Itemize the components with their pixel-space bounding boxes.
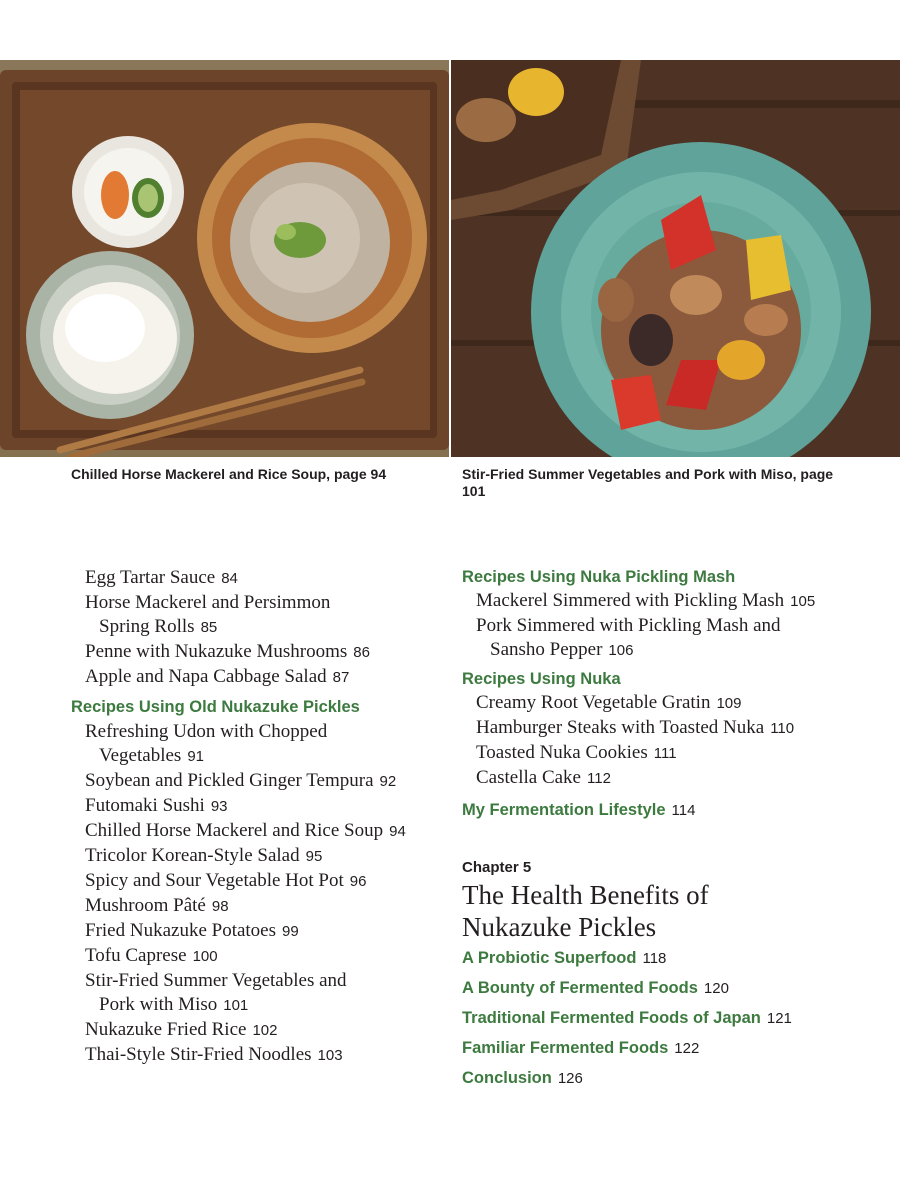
photo-caption-right: Stir-Fried Summer Vegetables and Pork with Miso, page 101 [462, 466, 834, 499]
toc-page-number: 121 [766, 1010, 792, 1027]
toc-section-entry[interactable] [462, 1067, 882, 1090]
toc-page-number: 96 [349, 873, 367, 890]
toc-entry-title-cont: Vegetables [99, 745, 182, 766]
toc-page-number: 85 [200, 619, 218, 636]
toc-page-number: 103 [317, 1047, 343, 1064]
toc-entry[interactable] [71, 591, 451, 640]
toc-entry[interactable] [71, 944, 451, 969]
soup-tray-illustration [0, 60, 449, 457]
toc-entry-title-cont: Spring Rolls [99, 616, 195, 637]
toc-page-number: 92 [379, 773, 397, 790]
toc-page-number: 114 [671, 802, 696, 819]
toc-page-number: 102 [252, 1022, 278, 1039]
toc-entry[interactable] [71, 720, 451, 769]
toc-entry[interactable] [71, 844, 451, 869]
toc-entry[interactable] [71, 919, 451, 944]
toc-section-lifestyle[interactable] [462, 799, 882, 822]
toc-section-entry[interactable] [462, 1007, 882, 1030]
toc-entry[interactable] [71, 769, 451, 794]
toc-page-number: 98 [211, 898, 229, 915]
toc-entry-title: Chilled Horse Mackerel and Rice Soup [85, 820, 384, 841]
chapter-label: Chapter 5 [462, 859, 532, 876]
toc-entry-title: Egg Tartar Sauce [85, 567, 216, 588]
toc-entry[interactable] [71, 640, 451, 665]
toc-section-entry[interactable] [462, 1037, 882, 1060]
toc-entry[interactable] [71, 894, 451, 919]
toc-entry[interactable] [71, 819, 451, 844]
toc-entry[interactable] [462, 716, 882, 741]
toc-page-number: 106 [608, 642, 634, 659]
toc-entry-title: Toasted Nuka Cookies [476, 742, 648, 763]
toc-entry-title: A Probiotic Superfood [462, 949, 637, 967]
toc-entry-title: Fried Nukazuke Potatoes [85, 920, 277, 941]
toc-entry[interactable] [462, 741, 882, 766]
toc-entry-title: Stir-Fried Summer Vegetables and [85, 970, 347, 991]
toc-entry-title: Castella Cake [476, 767, 581, 788]
toc-entry-title: Hamburger Steaks with Toasted Nuka [476, 717, 765, 738]
toc-page-number: 87 [332, 669, 350, 686]
toc-page-number: 86 [353, 644, 370, 661]
toc-entry[interactable] [71, 869, 451, 894]
toc-section-entry[interactable] [462, 947, 882, 970]
toc-entry[interactable] [71, 1043, 451, 1068]
toc-entry-title: Spicy and Sour Vegetable Hot Pot [85, 870, 344, 891]
toc-entry[interactable] [71, 566, 451, 591]
toc-page-number: 101 [223, 997, 249, 1014]
toc-entry[interactable] [71, 969, 451, 1018]
chapter-title-line2: Nukazuke Pickles [462, 912, 657, 942]
toc-entry[interactable] [462, 766, 882, 791]
toc-page-number: 93 [210, 798, 228, 815]
toc-entry-title: Pork Simmered with Pickling Mash and [476, 615, 781, 636]
toc-entry-title: Soybean and Pickled Ginger Tempura [85, 770, 374, 791]
toc-entry-title-cont: Pork with Miso [99, 994, 218, 1015]
toc-entry-title: My Fermentation Lifestyle [462, 801, 666, 819]
toc-entry-title: Mackerel Simmered with Pickling Mash [476, 590, 785, 611]
toc-section-entry[interactable] [462, 977, 882, 1000]
toc-page-number: 109 [716, 695, 742, 712]
toc-entry-title: Nukazuke Fried Rice [85, 1019, 247, 1040]
toc-entry[interactable] [462, 691, 882, 716]
toc-entry[interactable] [71, 665, 451, 690]
toc-page-number: 94 [389, 823, 406, 840]
toc-page-number: 118 [642, 950, 667, 967]
toc-entry-title: Thai-Style Stir-Fried Noodles [85, 1044, 312, 1065]
toc-entry[interactable] [71, 794, 451, 819]
toc-section-heading[interactable]: Recipes Using Old Nukazuke Pickles [71, 698, 360, 716]
photo-stir-fried-vegetables-pork [451, 60, 900, 457]
toc-page-number: 84 [221, 570, 238, 587]
toc-page-number: 120 [703, 980, 729, 997]
toc-page-number: 100 [192, 948, 218, 965]
toc-entry-title: Tofu Caprese [85, 945, 187, 966]
stir-fry-plate-illustration [451, 60, 900, 457]
toc-entry-title: Tricolor Korean-Style Salad [85, 845, 300, 866]
toc-entry-title: Futomaki Sushi [85, 795, 205, 816]
toc-entry-title: Conclusion [462, 1069, 552, 1087]
toc-entry[interactable] [462, 614, 882, 663]
toc-page-number: 112 [587, 770, 611, 787]
toc-entry-title-cont: Sansho Pepper [490, 639, 603, 660]
toc-page-number: 105 [790, 593, 816, 610]
toc-page-number: 122 [674, 1040, 700, 1057]
toc-entry[interactable] [71, 1018, 451, 1043]
toc-page-number: 110 [770, 720, 795, 737]
toc-entry-title: Apple and Napa Cabbage Salad [85, 666, 327, 687]
toc-entry-title: Traditional Fermented Foods of Japan [462, 1009, 761, 1027]
chapter-title-line1: The Health Benefits of [462, 880, 709, 910]
toc-section-heading[interactable]: Recipes Using Nuka Pickling Mash [462, 568, 736, 586]
toc-page-number: 126 [557, 1070, 583, 1087]
toc-page-number: 111 [653, 745, 677, 762]
toc-section-heading[interactable]: Recipes Using Nuka [462, 670, 621, 688]
photo-horse-mackerel-rice-soup [0, 60, 449, 457]
toc-entry-title: Horse Mackerel and Persimmon [85, 592, 331, 613]
toc-entry-title: A Bounty of Fermented Foods [462, 979, 698, 997]
toc-entry-title: Creamy Root Vegetable Gratin [476, 692, 711, 713]
photo-caption-left: Chilled Horse Mackerel and Rice Soup, page 94 [71, 466, 387, 482]
toc-right-column [462, 566, 882, 1090]
toc-entry-title: Refreshing Udon with Chopped [85, 721, 328, 742]
toc-entry-title: Mushroom Pâté [85, 895, 206, 916]
toc-page-number: 95 [305, 848, 323, 865]
toc-left-column [71, 566, 451, 1068]
toc-entry-title: Penne with Nukazuke Mushrooms [85, 641, 348, 662]
toc-entry[interactable] [462, 589, 882, 614]
toc-page-number: 91 [187, 748, 204, 765]
toc-page-number: 99 [282, 923, 299, 940]
toc-entry-title: Familiar Fermented Foods [462, 1039, 669, 1057]
